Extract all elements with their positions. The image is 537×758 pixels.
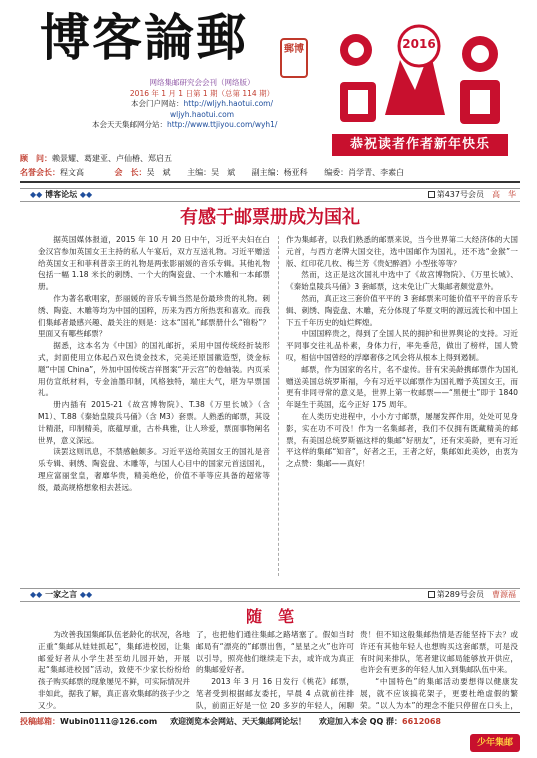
paragraph: 2013 年 3 月 16 日发行《桃花》邮票，笔者受到根据邮友委托，早晨 4 点就前往排队，前面正好是一位 20 多岁的年轻人，闲聊	[196, 677, 354, 710]
paragraph: 中国国粹贵之，得到了全国人民的拥护和世界舆论的支持。习近平同事交往礼品朴素，身体力行，率先垂范，做出了榜样，国人赞叹，相信中国曾经的浮靡奢侈之风会将从根本上得到遏制。	[286, 329, 518, 362]
header-rule	[20, 181, 520, 183]
advisors-label: 顾 问：	[20, 154, 52, 163]
paragraph: 作为著名歌唱家，彭丽媛的音乐专辑当然是份最珍贵的礼物。刺绣、陶瓷、木雕等均为中国的国粹，历来为西方所热衷和喜欢。而我们集邮者最感兴趣、最关注的则是：这本“国礼”邮票册什么“锦粉”？里面又有哪些邮票？	[38, 293, 270, 339]
site2-link[interactable]: wljyh.haotui.com	[170, 109, 234, 119]
site3-line	[92, 120, 332, 131]
president-label: 会 长：	[114, 168, 147, 177]
paragraph: 据英国媒体报道，2015 年 10 月 20 日中午，习近平夫妇在白金汉宫参加英国女王主持的私人午宴后，双方互送礼物。习近平赠送给英国女王和菲利普亲王的礼物是两张影丽媛的音乐专辑。其他礼物包括一幅 1.18 米长的刺绣、一个大的陶瓷盘、一个木雕和一本邮票册。	[38, 235, 270, 292]
corner-badge: 少年集邮	[470, 734, 520, 752]
byline-2: 第289号会员 曹源福	[428, 589, 516, 601]
article2-column-3	[360, 629, 518, 713]
site1-label: 本会门户网站：	[131, 99, 184, 108]
article2-title: 随 笔	[245, 607, 294, 626]
honorary-name: 程文高	[60, 168, 84, 177]
paragraph: 册内插有 2015-21《故宫博物院》、T.38《万里长城》（含 M1）、T.88《秦始皇陵兵马俑》（含 M3）套票。人熟悉的邮票，其设计精湛，印制精美，底蕴厚重，古朴典雅，让人珍爱，票面事物阐名世界，意义深远。	[38, 400, 270, 445]
paragraph: “中国特色”的集邮活动要想得以健康发展，就不应该搞花架子，更要杜绝虚假的繁荣。“以人为本”的理念不能只停留在口头上，	[360, 677, 518, 710]
masthead-seal: 郵博	[280, 38, 308, 78]
paragraph: 据悉，这本名为《中国》的国礼邮折，采用中国传统经折装形式，封面使用立体起凸双色烫金技术，完美还原国徽造型，烫金标题“中国 China”，外加中国传统吉祥图案“开云宫”的卷轴装。内页采用仿宣纸材料，专金油墨印制，风格独特，端庄大气，堪为早票国礼。	[38, 341, 270, 398]
section-bar-1	[20, 188, 520, 202]
article1-title: 有感于邮票册成为国礼	[180, 207, 360, 228]
footer-welcome: 欢迎浏览本会网站、天天集邮网论坛！	[170, 717, 307, 726]
new-year-banner	[330, 20, 508, 160]
footer	[20, 714, 520, 730]
advisors-line	[20, 153, 320, 165]
site3-link[interactable]: http://www.ttjiyou.com/wyh1/	[167, 120, 278, 129]
submit-email[interactable]: Wubin0111@126.com	[60, 717, 158, 726]
byline-1: 第437号会员 高 华	[428, 189, 516, 201]
submit-label: 投稿邮箱：	[20, 717, 60, 726]
article2-column-2	[196, 629, 354, 713]
paragraph: 为改善我国集邮队伍老龄化的状况，各地正重“集邮从娃娃抓起”，集邮进校园，让集邮爱好者从小学生甚至幼儿园开始，开展起“集邮进校园”活动，致使不少家长纷纷给孩子购买邮票的现象屡见不鲜，可实际情况并非如此，据我了解，真正喜欢集邮的孩子少之又少。	[38, 630, 190, 710]
paragraph: 邮票，作为国家的名片，名不虚传。昔有宋美龄携邮票作为国礼赠送美国总统罗斯福，今有习近平以邮票作为国礼赠予英国女王，而更有非同寻常的意义是，世界上第一枚邮票——“黑便士”即于 1840 年诞生于英国，迄今正好 175 周年。	[286, 364, 518, 410]
paragraph: 作为集邮者，以我们熟悉的邮票来说，当今世界第二大经济体的大国元首，与西方老牌大国交往，选中国邮作为国礼，还不选“金猴”一版、红印花几枚、梅兰芳《贵妃醉酒》小型张等等？	[286, 235, 518, 268]
honorary-label: 名誉会长：	[20, 168, 60, 177]
paragraph: 然而，真正这三套价值平平的 3 套邮票来可能价值平平的音乐专辑、刺绣、陶瓷盘、木雕，充分体现了华夏文明的源远流长和中国上下五千年历史的灿烂辉煌。	[286, 293, 518, 327]
site1-line	[102, 99, 302, 110]
editorial-staff: 编委：肖学青、李素白	[324, 168, 405, 177]
editor: 主编：吴 斌	[187, 168, 236, 177]
paragraph: 贵！但不知这般集邮热情是否能坚持下去？或许还有其他年轻人也想购买这套邮票，可是没有时间来排队，笔者建议邮局能够放开供应，也许会有更多的年轻人加入到集邮队伍中来。	[360, 630, 518, 675]
article1-right-column	[286, 234, 518, 581]
president-name: 吴 斌	[146, 168, 171, 177]
banner-year: 2016	[402, 37, 436, 51]
paragraph: 然而，这正是这次国礼中选中了《故宫博物院》、《万里长城》、《秦始皇陵兵马俑》3 套邮票，这未免让广大集邮者颇觉意外。	[286, 270, 518, 292]
deputy-editor: 副主编：杨亚科	[251, 168, 308, 177]
section-bar-2	[20, 588, 520, 602]
site3-label: 本会天天集邮网分站：	[92, 120, 167, 129]
masthead-title: 博客論郵	[40, 8, 248, 67]
issue-line: 2016 年 1 月 1 日第 1 期（总第 114 期）	[129, 88, 275, 98]
paragraph: 在人类历史进程中，小小方寸邮票，屡屡发挥作用，处处可见身影，实在功不可没！作为一名集邮者，我们不仅拥有既藏精美的邮票，有美国总统罗斯福这样的集邮“好朋友”，还有宋美龄，更有习近平这样的集邮“知音”，好者之王，王者之好，集邮如此美妙，由衷为之点赞：集邮——真好！	[286, 411, 518, 469]
qq-label: 欢迎加入本会 QQ 群：	[318, 717, 403, 726]
org-name: 网络集邮研究会会刊（网络版）	[149, 78, 255, 87]
section-tag-2: ◆◆ 一家之言 ◆◆	[30, 590, 93, 599]
banner-greeting: 恭祝读者作者新年快乐	[332, 134, 508, 156]
article1-left-column	[38, 234, 270, 581]
section-tag-1: ◆◆ 博客论坛 ◆◆	[30, 190, 93, 199]
masthead-info	[92, 78, 302, 131]
advisors-names: 赖景耀、葛建亚、卢仙椿、郑启五	[52, 154, 172, 163]
officers-line	[20, 167, 520, 179]
site1-link[interactable]: http://wljyh.haotui.com/	[183, 99, 273, 108]
footer-rule	[20, 712, 520, 713]
paragraph: 读罢这则讯息，不禁感触颇多。习近平送给英国女王的国礼是音乐专辑、刺绣、陶瓷盘、木雕等，与国人心目中的国家元首送国礼，理应富丽堂皇，奢靡华贵，精美绝伦，价值不菲等应具备的超常等级，最高规格想象相去甚远。	[38, 447, 270, 492]
qq-number: 6612068	[402, 717, 441, 726]
article2-column-1	[38, 629, 190, 713]
paragraph: 了，也把他们通往集邮之路堵塞了。假如当时邮局有“漂亮的”邮票出售，“星星之火”也许可以引导，照亮他们继续走下去，或许成为真正的集邮爱好者。	[196, 630, 354, 675]
column-divider	[278, 236, 279, 576]
